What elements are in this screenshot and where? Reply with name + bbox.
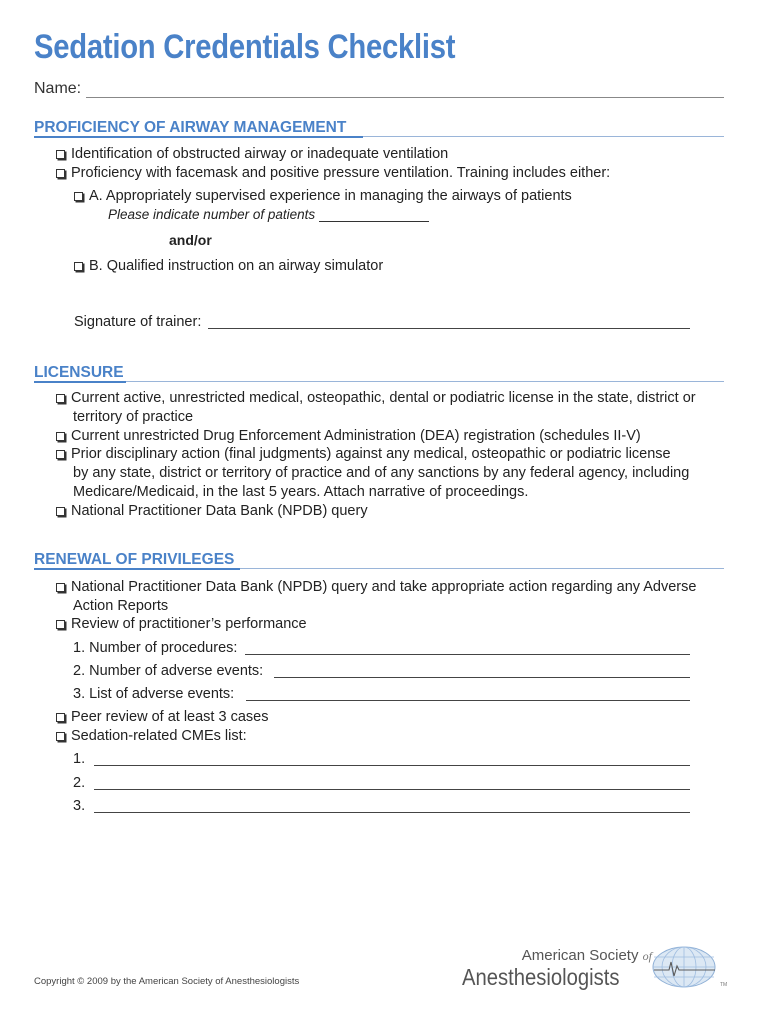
checkbox-icon[interactable] (56, 507, 65, 516)
page-title: Sedation Credentials Checklist (34, 28, 456, 66)
licensure-item-3 (56, 445, 671, 463)
trainer-signature-label: Signature of trainer: (74, 314, 202, 330)
checkbox-icon[interactable] (56, 583, 65, 592)
checkbox-icon[interactable] (74, 262, 83, 271)
licensure-item-4 (56, 502, 368, 520)
logo-top-text (522, 947, 652, 964)
renewal-item-1 (56, 578, 696, 596)
trainer-signature-blank[interactable] (208, 328, 690, 329)
licensure-item-3-text: Prior disciplinary action (final judgments) against any medical, osteopathic or podiatric license (71, 446, 671, 462)
renewal-item-3 (56, 708, 268, 726)
renewal-item-4 (56, 727, 247, 745)
checkbox-icon[interactable] (56, 394, 65, 403)
cme-2-blank[interactable] (94, 789, 690, 790)
airway-section-header (34, 119, 724, 137)
airway-option-b-text: B. Qualified instruction on an airway simulator (89, 258, 384, 274)
copyright-text: Copyright © 2009 by the American Society of Anesthesiologists (34, 976, 300, 987)
checkbox-icon[interactable] (56, 169, 65, 178)
cme-3-label: 3. (73, 798, 86, 814)
checkbox-icon[interactable] (56, 620, 65, 629)
checkbox-icon[interactable] (56, 713, 65, 722)
renewal-section-header (34, 551, 724, 569)
logo-of-text: of (642, 949, 652, 963)
globe-logo-icon (652, 946, 716, 988)
and-or-label: and/or (169, 232, 212, 248)
name-blank-line[interactable] (86, 97, 724, 98)
cme-1-label: 1. (73, 751, 86, 767)
section-divider (34, 381, 724, 382)
airway-item-2-text: Proficiency with facemask and positive pressure ventilation. Training includes either: (71, 165, 611, 181)
renewal-item-3-text: Peer review of at least 3 cases (71, 709, 269, 725)
airway-item-2 (56, 164, 610, 182)
heading-underline (34, 381, 126, 383)
licensure-item-4-text: National Practitioner Data Bank (NPDB) query (71, 503, 368, 519)
heading-underline (34, 568, 240, 570)
airway-item-1 (56, 145, 448, 163)
renewal-item-1-text: National Practitioner Data Bank (NPDB) query and take appropriate action regarding any Adverse (71, 579, 697, 595)
heading-underline (34, 136, 363, 138)
cme-1-blank[interactable] (94, 765, 690, 766)
licensure-item-2-text: Current unrestricted Drug Enforcement Administration (DEA) registration (schedules II-V) (71, 428, 641, 444)
licensure-item-1-text: Current active, unrestricted medical, osteopathic, dental or podiatric license in the state, district or (71, 390, 696, 406)
licensure-item-1-cont: territory of practice (73, 409, 194, 425)
patients-count-row (108, 206, 429, 224)
cme-3-blank[interactable] (94, 812, 690, 813)
name-field[interactable] (34, 80, 724, 100)
performance-adverse-list-label: 3. List of adverse events: (73, 686, 235, 702)
airway-option-a (74, 187, 572, 205)
logo-main-text: Anesthesiologists (462, 964, 620, 990)
renewal-heading: RENEWAL OF PRIVILEGES (34, 551, 235, 568)
patients-count-label: Please indicate number of patients (108, 207, 316, 222)
cme-2-label: 2. (73, 775, 86, 791)
logo-society-text: American Society (521, 947, 639, 964)
name-label: Name: (34, 80, 82, 97)
airway-item-1-text: Identification of obstructed airway or inadequate ventilation (71, 146, 449, 162)
renewal-item-2 (56, 615, 307, 633)
performance-procedures-label: 1. Number of procedures: (73, 640, 238, 656)
airway-option-a-text: A. Appropriately supervised experience in managing the airways of patients (89, 188, 572, 204)
licensure-item-2 (56, 427, 641, 445)
asa-logo (462, 944, 732, 994)
performance-adverse-list-blank[interactable] (246, 700, 690, 701)
airway-option-b (74, 257, 383, 275)
checkbox-icon[interactable] (56, 150, 65, 159)
performance-adverse-count-blank[interactable] (274, 677, 690, 678)
renewal-item-4-text: Sedation-related CMEs list: (71, 728, 247, 744)
airway-heading: PROFICIENCY OF AIRWAY MANAGEMENT (34, 119, 347, 136)
licensure-section-header (34, 364, 724, 382)
licensure-item-1 (56, 389, 696, 407)
checkbox-icon[interactable] (74, 192, 83, 201)
patients-count-blank[interactable] (319, 221, 429, 222)
licensure-heading: LICENSURE (34, 364, 124, 381)
licensure-item-3-cont-2: Medicare/Medicaid, in the last 5 years. Attach narrative of proceedings. (73, 484, 529, 500)
checkbox-icon[interactable] (56, 450, 65, 459)
renewal-item-2-text: Review of practitioner’s performance (71, 616, 307, 632)
checkbox-icon[interactable] (56, 732, 65, 741)
licensure-item-3-cont-1: by any state, district or territory of practice and of any sanctions by any federal agency, including (73, 465, 690, 481)
logo-trademark: TM (720, 982, 728, 988)
checkbox-icon[interactable] (56, 432, 65, 441)
performance-adverse-count-label: 2. Number of adverse events: (73, 663, 264, 679)
renewal-item-1-cont: Action Reports (73, 598, 169, 614)
performance-procedures-blank[interactable] (245, 654, 690, 655)
